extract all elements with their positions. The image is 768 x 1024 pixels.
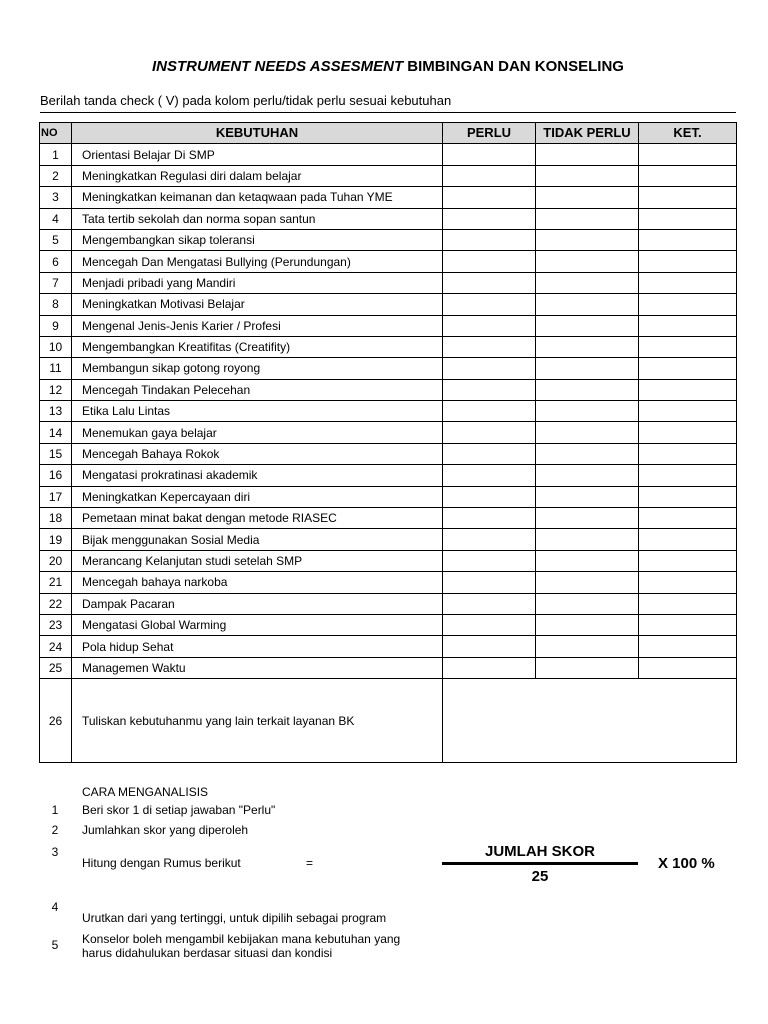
row-number: 3 (40, 187, 72, 208)
perlu-check-cell[interactable] (443, 636, 536, 657)
title-italic-part: INSTRUMENT NEEDS ASSESMENT (152, 58, 404, 75)
row-need-text: Membangun sikap gotong royong (72, 358, 443, 379)
tidak-perlu-check-cell[interactable] (536, 165, 639, 186)
answer-cell-other[interactable] (443, 679, 737, 763)
step-text: Jumlahkan skor yang diperoleh (82, 823, 249, 837)
equals-sign: = (306, 856, 314, 870)
tidak-perlu-check-cell[interactable] (536, 379, 639, 400)
perlu-check-cell[interactable] (443, 272, 536, 293)
row-number: 19 (40, 529, 72, 550)
step-number: 3 (51, 845, 59, 859)
table-row (40, 187, 737, 208)
row-number: 24 (40, 636, 72, 657)
row-number: 26 (40, 679, 72, 763)
row-need-text: Dampak Pacaran (72, 593, 443, 614)
row-need-text: Mencegah Dan Mengatasi Bullying (Perundungan) (72, 251, 443, 272)
row-need-text: Mengatasi prokratinasi akademik (72, 465, 443, 486)
keterangan-cell[interactable] (639, 144, 737, 165)
formula-numerator: JUMLAH SKOR (484, 843, 595, 860)
row-need-text: Pola hidup Sehat (72, 636, 443, 657)
step-number: 5 (51, 938, 59, 952)
table-row (40, 401, 737, 422)
header-tidak-perlu: TIDAK PERLU (536, 123, 639, 144)
keterangan-cell[interactable] (639, 443, 737, 464)
keterangan-cell[interactable] (639, 358, 737, 379)
keterangan-cell[interactable] (639, 379, 737, 400)
row-need-text: Meningkatkan Motivasi Belajar (72, 294, 443, 315)
row-need-text: Bijak menggunakan Sosial Media (72, 529, 443, 550)
keterangan-cell[interactable] (639, 165, 737, 186)
perlu-check-cell[interactable] (443, 572, 536, 593)
table-row (40, 379, 737, 400)
row-need-text: Mengatasi Global Warming (72, 614, 443, 635)
table-body (40, 144, 737, 679)
row-number: 21 (40, 572, 72, 593)
step-text: Hitung dengan Rumus berikut (82, 856, 241, 870)
tidak-perlu-check-cell[interactable] (536, 529, 639, 550)
tidak-perlu-check-cell[interactable] (536, 208, 639, 229)
document-title (0, 58, 768, 75)
header-kebutuhan: KEBUTUHAN (72, 123, 443, 144)
table-row (40, 358, 737, 379)
row-number: 7 (40, 272, 72, 293)
row-need-text: Pemetaan minat bakat dengan metode RIASEC (72, 508, 443, 529)
perlu-check-cell[interactable] (443, 657, 536, 678)
row-number: 2 (40, 165, 72, 186)
tidak-perlu-check-cell[interactable] (536, 251, 639, 272)
row-number: 22 (40, 593, 72, 614)
tidak-perlu-check-cell[interactable] (536, 336, 639, 357)
table-row (40, 229, 737, 250)
table-row (40, 443, 737, 464)
perlu-check-cell[interactable] (443, 208, 536, 229)
instruction-text: Berilah tanda check ( V) pada kolom perlu/tidak perlu sesuai kebutuhan (40, 93, 452, 108)
tidak-perlu-check-cell[interactable] (536, 358, 639, 379)
tidak-perlu-check-cell[interactable] (536, 550, 639, 571)
tidak-perlu-check-cell[interactable] (536, 614, 639, 635)
perlu-check-cell[interactable] (443, 550, 536, 571)
row-need-text: Orientasi Belajar Di SMP (72, 144, 443, 165)
keterangan-cell[interactable] (639, 529, 737, 550)
keterangan-cell[interactable] (639, 636, 737, 657)
keterangan-cell[interactable] (639, 401, 737, 422)
table-row (40, 272, 737, 293)
perlu-check-cell[interactable] (443, 165, 536, 186)
instruction-underline (40, 112, 736, 113)
tidak-perlu-check-cell[interactable] (536, 272, 639, 293)
row-need-text: Etika Lalu Lintas (72, 401, 443, 422)
perlu-check-cell[interactable] (443, 251, 536, 272)
table-row-other (40, 679, 737, 763)
perlu-check-cell[interactable] (443, 315, 536, 336)
row-number: 23 (40, 614, 72, 635)
perlu-check-cell[interactable] (443, 294, 536, 315)
tidak-perlu-check-cell[interactable] (536, 315, 639, 336)
tidak-perlu-check-cell[interactable] (536, 657, 639, 678)
keterangan-cell[interactable] (639, 229, 737, 250)
perlu-check-cell[interactable] (443, 229, 536, 250)
row-need-text: Meningkatkan Regulasi diri dalam belajar (72, 165, 443, 186)
table-row (40, 144, 737, 165)
tidak-perlu-check-cell[interactable] (536, 294, 639, 315)
table-header-row (40, 123, 737, 144)
needs-table (39, 122, 737, 763)
keterangan-cell[interactable] (639, 208, 737, 229)
tidak-perlu-check-cell[interactable] (536, 401, 639, 422)
formula-fraction-bar (442, 862, 638, 865)
row-need-text: Menjadi pribadi yang Mandiri (72, 272, 443, 293)
row-number: 15 (40, 443, 72, 464)
row-number: 25 (40, 657, 72, 678)
row-need-text: Mengembangkan sikap toleransi (72, 229, 443, 250)
row-need-text: Menemukan gaya belajar (72, 422, 443, 443)
row-number: 5 (40, 229, 72, 250)
row-need-text: Mencegah Bahaya Rokok (72, 443, 443, 464)
tidak-perlu-check-cell[interactable] (536, 636, 639, 657)
row-number: 4 (40, 208, 72, 229)
row-need-text: Managemen Waktu (72, 657, 443, 678)
step-number: 4 (51, 900, 59, 914)
keterangan-cell[interactable] (639, 572, 737, 593)
tidak-perlu-check-cell[interactable] (536, 443, 639, 464)
table-row (40, 550, 737, 571)
perlu-check-cell[interactable] (443, 422, 536, 443)
header-ket: KET. (639, 123, 737, 144)
perlu-check-cell[interactable] (443, 379, 536, 400)
row-number: 16 (40, 465, 72, 486)
table-row (40, 294, 737, 315)
tidak-perlu-check-cell[interactable] (536, 486, 639, 507)
perlu-check-cell[interactable] (443, 401, 536, 422)
table-row (40, 572, 737, 593)
perlu-check-cell[interactable] (443, 614, 536, 635)
table-row (40, 636, 737, 657)
row-number: 1 (40, 144, 72, 165)
header-perlu: PERLU (443, 123, 536, 144)
row-number: 6 (40, 251, 72, 272)
keterangan-cell[interactable] (639, 272, 737, 293)
perlu-check-cell[interactable] (443, 144, 536, 165)
table-row (40, 251, 737, 272)
step-text: Beri skor 1 di setiap jawaban "Perlu" (82, 803, 276, 817)
step-text-line: harus didahulukan berdasar situasi dan kondisi (82, 946, 333, 960)
tidak-perlu-check-cell[interactable] (536, 229, 639, 250)
row-need-text: Mencegah bahaya narkoba (72, 572, 443, 593)
perlu-check-cell[interactable] (443, 508, 536, 529)
row-number: 17 (40, 486, 72, 507)
row-number: 8 (40, 294, 72, 315)
keterangan-cell[interactable] (639, 336, 737, 357)
row-number: 13 (40, 401, 72, 422)
tidak-perlu-check-cell[interactable] (536, 593, 639, 614)
tidak-perlu-check-cell[interactable] (536, 422, 639, 443)
table-row (40, 336, 737, 357)
keterangan-cell[interactable] (639, 614, 737, 635)
keterangan-cell[interactable] (639, 657, 737, 678)
row-number: 12 (40, 379, 72, 400)
row-number: 10 (40, 336, 72, 357)
step-number: 1 (51, 803, 59, 817)
row-need-text: Mengembangkan Kreatifitas (Creatifity) (72, 336, 443, 357)
formula-multiplier: X 100 % (658, 855, 715, 872)
table-row (40, 486, 737, 507)
keterangan-cell[interactable] (639, 187, 737, 208)
table-row (40, 422, 737, 443)
formula-denominator: 25 (531, 868, 549, 885)
tidak-perlu-check-cell[interactable] (536, 187, 639, 208)
table-row (40, 165, 737, 186)
row-need-text: Tuliskan kebutuhanmu yang lain terkait layanan BK (72, 679, 443, 763)
row-need-text: Tata tertib sekolah dan norma sopan santun (72, 208, 443, 229)
perlu-check-cell[interactable] (443, 593, 536, 614)
row-need-text: Meningkatkan Kepercayaan diri (72, 486, 443, 507)
step-text (82, 932, 400, 960)
row-need-text: Mengenal Jenis-Jenis Karier / Profesi (72, 315, 443, 336)
step-text: Urutkan dari yang tertinggi, untuk dipilih sebagai program (82, 911, 387, 925)
table-row (40, 315, 737, 336)
table-row (40, 614, 737, 635)
title-normal-part: BIMBINGAN DAN KONSELING (403, 58, 624, 75)
keterangan-cell[interactable] (639, 422, 737, 443)
step-number: 2 (51, 823, 59, 837)
table-row (40, 593, 737, 614)
row-number: 11 (40, 358, 72, 379)
keterangan-cell[interactable] (639, 508, 737, 529)
perlu-check-cell[interactable] (443, 529, 536, 550)
tidak-perlu-check-cell[interactable] (536, 572, 639, 593)
tidak-perlu-check-cell[interactable] (536, 465, 639, 486)
analysis-heading: CARA MENGANALISIS (82, 785, 209, 799)
table-row (40, 465, 737, 486)
row-number: 20 (40, 550, 72, 571)
table-row (40, 529, 737, 550)
row-need-text: Merancang Kelanjutan studi setelah SMP (72, 550, 443, 571)
table-row (40, 657, 737, 678)
perlu-check-cell[interactable] (443, 358, 536, 379)
keterangan-cell[interactable] (639, 294, 737, 315)
perlu-check-cell[interactable] (443, 486, 536, 507)
keterangan-cell[interactable] (639, 465, 737, 486)
keterangan-cell[interactable] (639, 593, 737, 614)
table-row (40, 208, 737, 229)
header-no: NO (40, 123, 72, 144)
row-number: 18 (40, 508, 72, 529)
keterangan-cell[interactable] (639, 486, 737, 507)
perlu-check-cell[interactable] (443, 465, 536, 486)
row-number: 14 (40, 422, 72, 443)
row-need-text: Meningkatkan keimanan dan ketaqwaan pada Tuhan YME (72, 187, 443, 208)
keterangan-cell[interactable] (639, 315, 737, 336)
perlu-check-cell[interactable] (443, 187, 536, 208)
perlu-check-cell[interactable] (443, 443, 536, 464)
row-need-text: Mencegah Tindakan Pelecehan (72, 379, 443, 400)
perlu-check-cell[interactable] (443, 336, 536, 357)
row-number: 9 (40, 315, 72, 336)
tidak-perlu-check-cell[interactable] (536, 144, 639, 165)
table-row (40, 508, 737, 529)
keterangan-cell[interactable] (639, 550, 737, 571)
tidak-perlu-check-cell[interactable] (536, 508, 639, 529)
step-text-line: Konselor boleh mengambil kebijakan mana kebutuhan yang (82, 932, 401, 946)
keterangan-cell[interactable] (639, 251, 737, 272)
